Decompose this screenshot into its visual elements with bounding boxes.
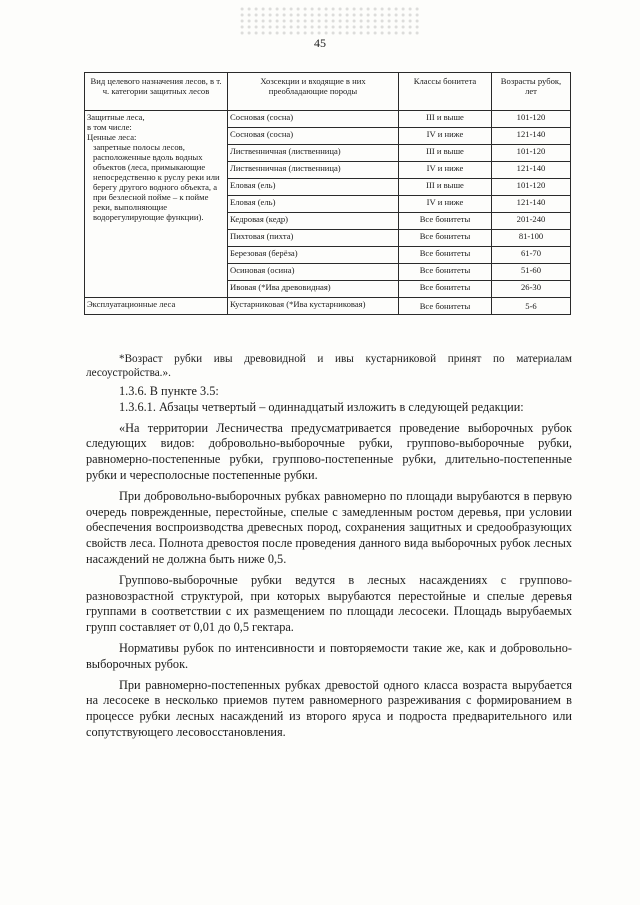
category-line: запретные полосы лесов, расположенные вдоль водных объектов (леса, примыкающие непосредственно к руслу реки или берегу другого водного объекта, а при безлесной пойме – к пойме реки, выполняющие водорегулирующие функции). bbox=[93, 142, 220, 222]
table bbox=[84, 72, 571, 315]
bonitet-cell: III и выше bbox=[399, 179, 492, 196]
table-row bbox=[85, 111, 571, 128]
cutting-age-table bbox=[84, 72, 570, 315]
bonitet-cell: III и выше bbox=[399, 111, 492, 128]
paragraph: Нормативы рубок по интенсивности и повторяемости такие же, как и добровольно-выборочных рубок. bbox=[86, 640, 572, 671]
age-cell: 201-240 bbox=[492, 213, 571, 230]
header-purpose: Вид целевого назначения лесов, в т. ч. категории защитных лесов bbox=[85, 73, 228, 111]
paragraph-clause-1-3-6: 1.3.6. В пункте 3.5: bbox=[119, 384, 219, 398]
section-cell: Кустарниковая (*Ива кустарниковая) bbox=[228, 298, 399, 315]
section-cell: Осиновая (осина) bbox=[228, 264, 399, 281]
category-line: в том числе: bbox=[87, 122, 132, 132]
bonitet-cell: Все бонитеты bbox=[399, 281, 492, 298]
age-cell: 61-70 bbox=[492, 247, 571, 264]
paragraph: «На территории Лесничества предусматривается проведение выборочных рубок следующих видов: добровольно-выборочные рубки, группово-выборочные рубки, равномерно-постепенные рубки, группово-постепенные рубки, длительно-постепенные рубки и чересполосные постепенные рубки. bbox=[86, 420, 572, 482]
section-cell: Лиственничная (лиственница) bbox=[228, 162, 399, 179]
category-cell-exploitation: Эксплуатационные леса bbox=[85, 298, 228, 315]
paragraph: При равномерно-постепенных рубках древостой одного класса возраста вырубается на лесосеке в несколько приемов путем равномерного разреживания с формированием в процессе рубки лесных насаждений из второго яруса и подроста предварительного или сопутствующего лесовосстановления. bbox=[86, 677, 572, 739]
header-bonitet: Классы бонитета bbox=[399, 73, 492, 111]
paragraph: При добровольно-выборочных рубках равномерно по площади вырубаются в первую очередь поврежденные, перестойные, спелые с замедленным ростом деревья, при условии обеспечения воспроизводства древесных пород, сохранения защитных и средообразующих свойств леса. Полнота древостоя после проведения данного вида выборочных рубок лесных насаждений не должна быть ниже 0,5. bbox=[86, 488, 572, 566]
page-number: 45 bbox=[314, 36, 326, 50]
section-cell: Лиственничная (лиственница) bbox=[228, 145, 399, 162]
age-cell: 101-120 bbox=[492, 179, 571, 196]
section-cell: Ивовая (*Ива древовидная) bbox=[228, 281, 399, 298]
section-cell: Пихтовая (пихта) bbox=[228, 230, 399, 247]
category-cell bbox=[85, 111, 228, 298]
bonitet-cell: Все бонитеты bbox=[399, 213, 492, 230]
age-cell: 81-100 bbox=[492, 230, 571, 247]
age-cell: 121-140 bbox=[492, 196, 571, 213]
paragraph: Группово-выборочные рубки ведутся в лесных насаждениях с группово-разновозрастной структурой, при которых вырубаются перестойные и спелые деревья группами в соответствии с их размещением по площади лесосеки. Площадь вырубаемых групп составляет от 0,01 до 0,5 гектара. bbox=[86, 572, 572, 635]
header-age: Возрасты рубок, лет bbox=[492, 73, 571, 111]
section-cell: Еловая (ель) bbox=[228, 196, 399, 213]
bonitet-cell: IV и ниже bbox=[399, 128, 492, 145]
category-line: Ценные леса: bbox=[87, 132, 137, 142]
document-body bbox=[86, 352, 572, 741]
paragraph-clause-1-3-6-1: 1.3.6.1. Абзацы четвертый – одиннадцатый изложить в следующей редакции: bbox=[119, 399, 524, 414]
section-cell: Сосновая (сосна) bbox=[228, 111, 399, 128]
section-cell: Кедровая (кедр) bbox=[228, 213, 399, 230]
header-section: Хозсекции и входящие в них преобладающие породы bbox=[228, 73, 399, 111]
bonitet-cell: IV и ниже bbox=[399, 162, 492, 179]
age-cell: 51-60 bbox=[492, 264, 571, 281]
section-cell: Березовая (берёза) bbox=[228, 247, 399, 264]
bonitet-cell: III и выше bbox=[399, 145, 492, 162]
table-row bbox=[85, 298, 571, 315]
category-line: Защитные леса, bbox=[87, 112, 145, 122]
bonitet-cell: Все бонитеты bbox=[399, 298, 492, 315]
footnote: *Возраст рубки ивы древовидной и ивы кустарниковой принят по материалам лесоустройства.». bbox=[86, 353, 572, 379]
age-cell: 121-140 bbox=[492, 162, 571, 179]
table-header-row bbox=[85, 73, 571, 111]
section-cell: Сосновая (сосна) bbox=[228, 128, 399, 145]
scan-smudge bbox=[240, 6, 420, 36]
bonitet-cell: IV и ниже bbox=[399, 196, 492, 213]
age-cell: 121-140 bbox=[492, 128, 571, 145]
bonitet-cell: Все бонитеты bbox=[399, 230, 492, 247]
age-cell: 26-30 bbox=[492, 281, 571, 298]
age-cell: 101-120 bbox=[492, 111, 571, 128]
age-cell: 5-6 bbox=[492, 298, 571, 315]
section-cell: Еловая (ель) bbox=[228, 179, 399, 196]
bonitet-cell: Все бонитеты bbox=[399, 264, 492, 281]
age-cell: 101-120 bbox=[492, 145, 571, 162]
bonitet-cell: Все бонитеты bbox=[399, 247, 492, 264]
